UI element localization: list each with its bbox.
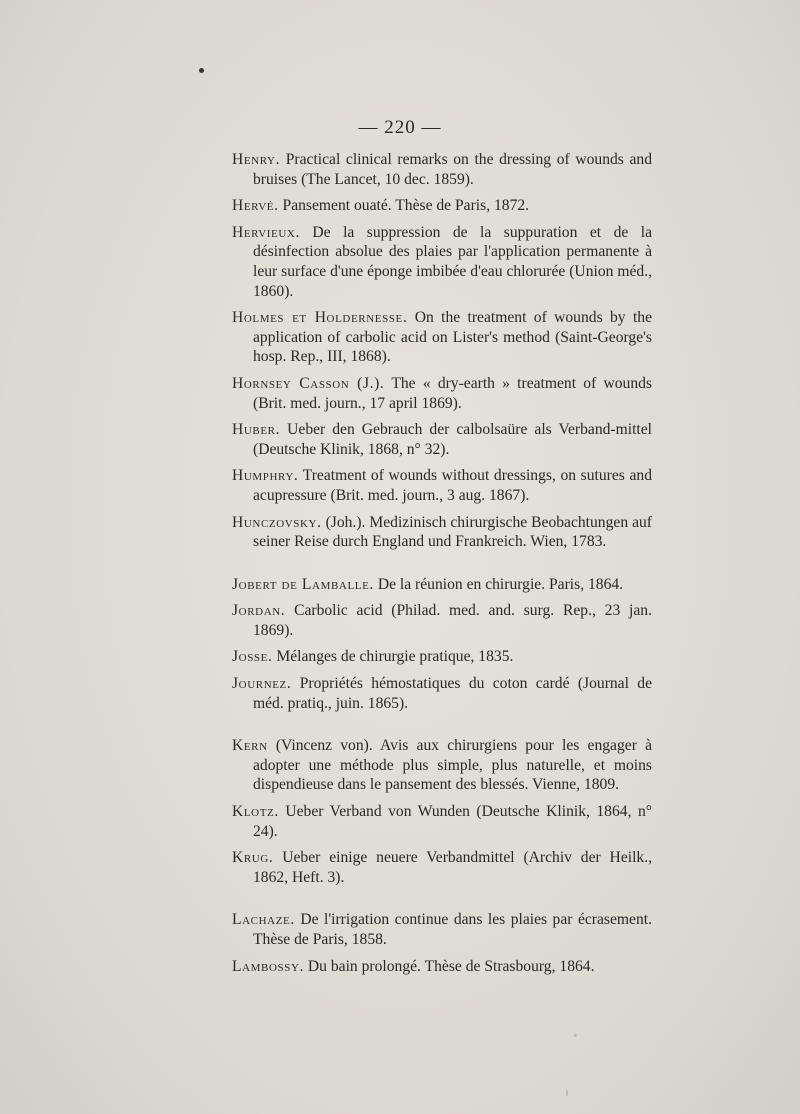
bibliography-entry [232,308,652,367]
entry-text: (Joh.). Medizinisch chirurgische Beobachtungen auf seiner Reise durch England und Frankreich. Wien, 1783. [253,513,652,551]
bibliography-entry [232,910,652,949]
entry-text: Practical clinical remarks on the dressing of wounds and bruises (The Lancet, 10 dec. 1859). [253,151,652,188]
bibliography-entry [232,957,652,977]
bibliography-entry [232,601,652,640]
entry-author: Hervieux. [232,223,300,241]
entry-author: Jordan. [232,602,286,620]
entry-text: Carbolic acid (Philad. med. and. surg. Rep., 23 jan. 1869). [253,602,652,639]
entry-text: Pansement ouaté. Thèse de Paris, 1872. [282,197,530,215]
bibliography-entry [232,223,652,301]
paper-spot [566,1090,568,1096]
entry-author: Lachaze. [232,911,295,929]
entry-author: Lambossy. [232,957,305,975]
bibliography-entry [232,736,652,795]
paper-spot [574,1034,577,1037]
bibliography-entry [232,420,652,459]
entry-text: Mélanges de chirurgie pratique, 1835. [276,648,514,666]
bibliography-section [232,575,652,714]
entry-author: Krug. [232,849,274,867]
entry-text: Du bain prolongé. Thèse de Strasbourg, 1864. [307,957,595,975]
entry-author: Henry. [232,151,281,168]
entry-text: (Vincenz von). Avis aux chirurgiens pour les engager à adopter une méthode plus simple, plus naturelle, et moins dispendieuse dans le pansement des blessés. Vienne, 1809. [253,737,652,794]
entry-author: Hunczovsky. [232,513,322,531]
bibliography-section [232,736,652,887]
entry-author: Hervé. [232,197,279,215]
entry-author: Journez. [232,675,292,693]
bibliography-entry [232,150,652,189]
entry-text: De la suppression de la suppuration et de la désinfection absolue des plaies par l'application permanente à leur surface d'une éponge imbibée d'eau chlorurée (Union méd., 1860). [253,223,652,300]
entry-text: Treatment of wounds without dressings, on sutures and acupressure (Brit. med. journ., 3 aug. 1867). [253,467,652,504]
bibliography-entry [232,575,652,595]
bibliography-entry [232,674,652,713]
bibliography-section [232,150,652,552]
bibliography-entry [232,196,652,216]
entry-author: Kern [232,737,268,755]
bibliography [232,150,652,983]
entry-text: The « dry-earth » treatment of wounds (Brit. med. journ., 17 april 1869). [253,374,652,412]
bibliography-entry [232,513,652,552]
entry-author: Huber. [232,421,281,439]
entry-author: Jobert de Lamballe. [232,575,374,593]
bibliography-entry [232,848,652,887]
entry-text: De la réunion en chirurgie. Paris, 1864. [377,575,624,593]
bibliography-entry [232,647,652,667]
bibliography-section [232,910,652,976]
entry-author: Hornsey Casson (J.). [232,374,385,392]
entry-text: Ueber einige neuere Verbandmittel (Archiv der Heilk., 1862, Heft. 3). [253,849,652,886]
entry-text: Propriétés hémostatiques du coton cardé (Journal de méd. pratiq., juin. 1865). [253,675,652,712]
entry-text: De l'irrigation continue dans les plaies par écrasement. Thèse de Paris, 1858. [253,911,652,948]
entry-author: Holmes et Holdernesse. [232,309,408,327]
entry-text: Ueber den Gebrauch der calbolsaüre als Verband-mittel (Deutsche Klinik, 1868, n° 32). [253,421,652,458]
entry-author: Klotz. [232,803,279,821]
bibliography-entry [232,802,652,841]
entry-text: On the treatment of wounds by the application of carbolic acid on Lister's method (Saint-George's hosp. Rep., III, 1868). [253,309,652,366]
bibliography-entry [232,466,652,505]
bibliography-entry [232,374,652,413]
page-number: — 220 — [358,117,442,138]
ink-dot [199,68,204,73]
entry-text: Ueber Verband von Wunden (Deutsche Klinik, 1864, n° 24). [253,803,652,840]
entry-author: Humphry. [232,467,299,485]
entry-author: Josse. [232,648,273,666]
